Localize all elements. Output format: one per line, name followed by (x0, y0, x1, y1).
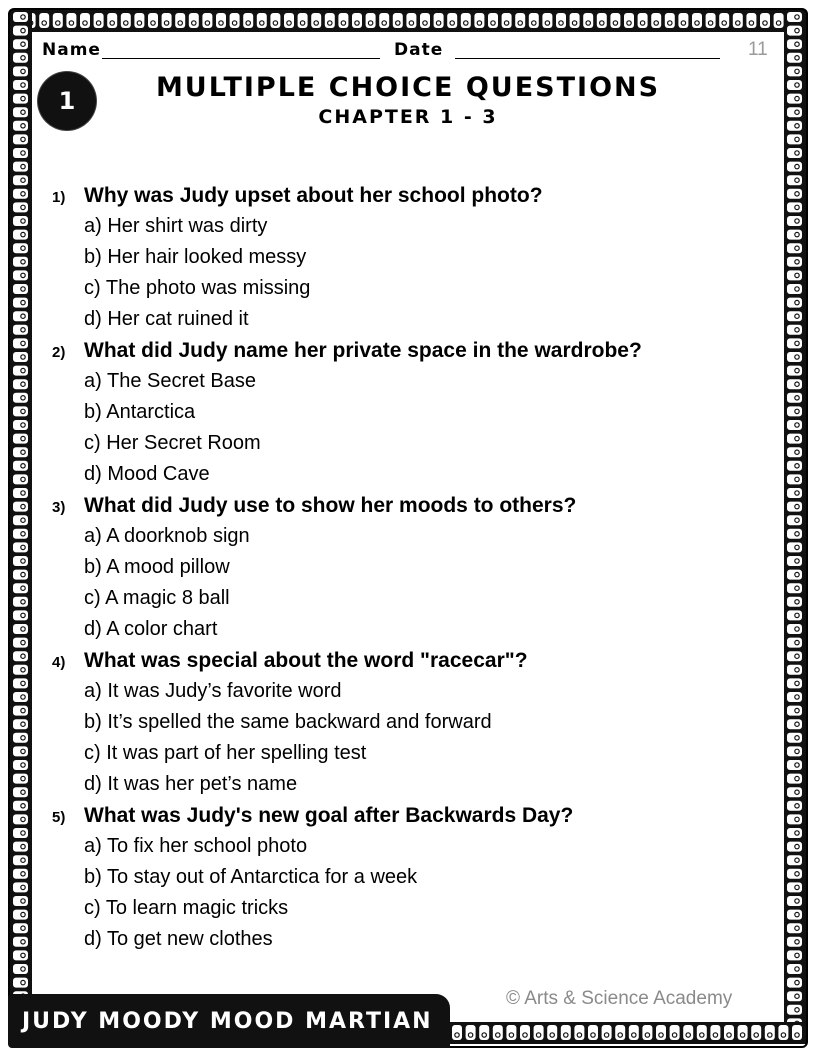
question-number: 1) (52, 189, 66, 206)
answer-option[interactable]: b) To stay out of Antarctica for a week (84, 866, 418, 888)
answer-option[interactable]: c) It was part of her spelling test (84, 742, 367, 764)
worksheet-number-badge: 1 (38, 72, 96, 130)
answer-option[interactable]: c) A magic 8 ball (84, 587, 230, 609)
answer-option[interactable]: a) A doorknob sign (84, 525, 250, 547)
answer-option[interactable]: a) To fix her school photo (84, 835, 308, 857)
question-text: Why was Judy upset about her school photo? (84, 184, 543, 207)
question-text: What was Judy's new goal after Backwards Day? (84, 804, 574, 827)
page-number: 11 (748, 39, 768, 60)
question-number: 3) (52, 499, 66, 516)
answer-option[interactable]: b) Antarctica (84, 401, 196, 423)
date-field-line[interactable] (455, 58, 720, 59)
question-4 (52, 645, 772, 800)
answer-option[interactable]: d) Mood Cave (84, 463, 210, 485)
answer-option[interactable]: d) Her cat ruined it (84, 308, 249, 330)
answer-option[interactable]: c) To learn magic tricks (84, 897, 289, 919)
answer-option[interactable]: a) The Secret Base (84, 370, 256, 392)
date-label: Date (394, 40, 444, 60)
answer-option[interactable]: d) It was her pet’s name (84, 773, 298, 795)
question-5 (52, 800, 772, 955)
page-title: MULTIPLE CHOICE QUESTIONS (155, 72, 661, 103)
question-text: What did Judy name her private space in the wardrobe? (84, 339, 642, 362)
footer-title: JUDY MOODY MOOD MARTIAN (22, 1008, 433, 1034)
footer-banner (8, 994, 450, 1048)
question-3 (52, 490, 772, 645)
name-field-line[interactable] (102, 58, 380, 59)
question-text: What did Judy use to show her moods to others? (84, 494, 577, 517)
answer-option[interactable]: a) It was Judy’s favorite word (84, 680, 342, 702)
page-subtitle: CHAPTER 1 - 3 (318, 106, 498, 128)
question-list (52, 180, 772, 955)
answer-option[interactable]: d) To get new clothes (84, 928, 273, 950)
name-label: Name (42, 40, 101, 60)
answer-option[interactable]: c) Her Secret Room (84, 432, 261, 454)
question-number: 2) (52, 344, 66, 361)
question-number: 4) (52, 654, 66, 671)
answer-option[interactable]: a) Her shirt was dirty (84, 215, 268, 237)
answer-option[interactable]: c) The photo was missing (84, 277, 311, 299)
question-2 (52, 335, 772, 490)
question-number: 5) (52, 809, 66, 826)
question-1 (52, 180, 772, 335)
question-text: What was special about the word "racecar"? (84, 649, 528, 672)
copyright-text: © Arts & Science Academy (506, 988, 733, 1009)
answer-option[interactable]: b) It’s spelled the same backward and forward (84, 711, 492, 733)
answer-option[interactable]: b) A mood pillow (84, 556, 230, 578)
answer-option[interactable]: d) A color chart (84, 618, 218, 640)
answer-option[interactable]: b) Her hair looked messy (84, 246, 307, 268)
